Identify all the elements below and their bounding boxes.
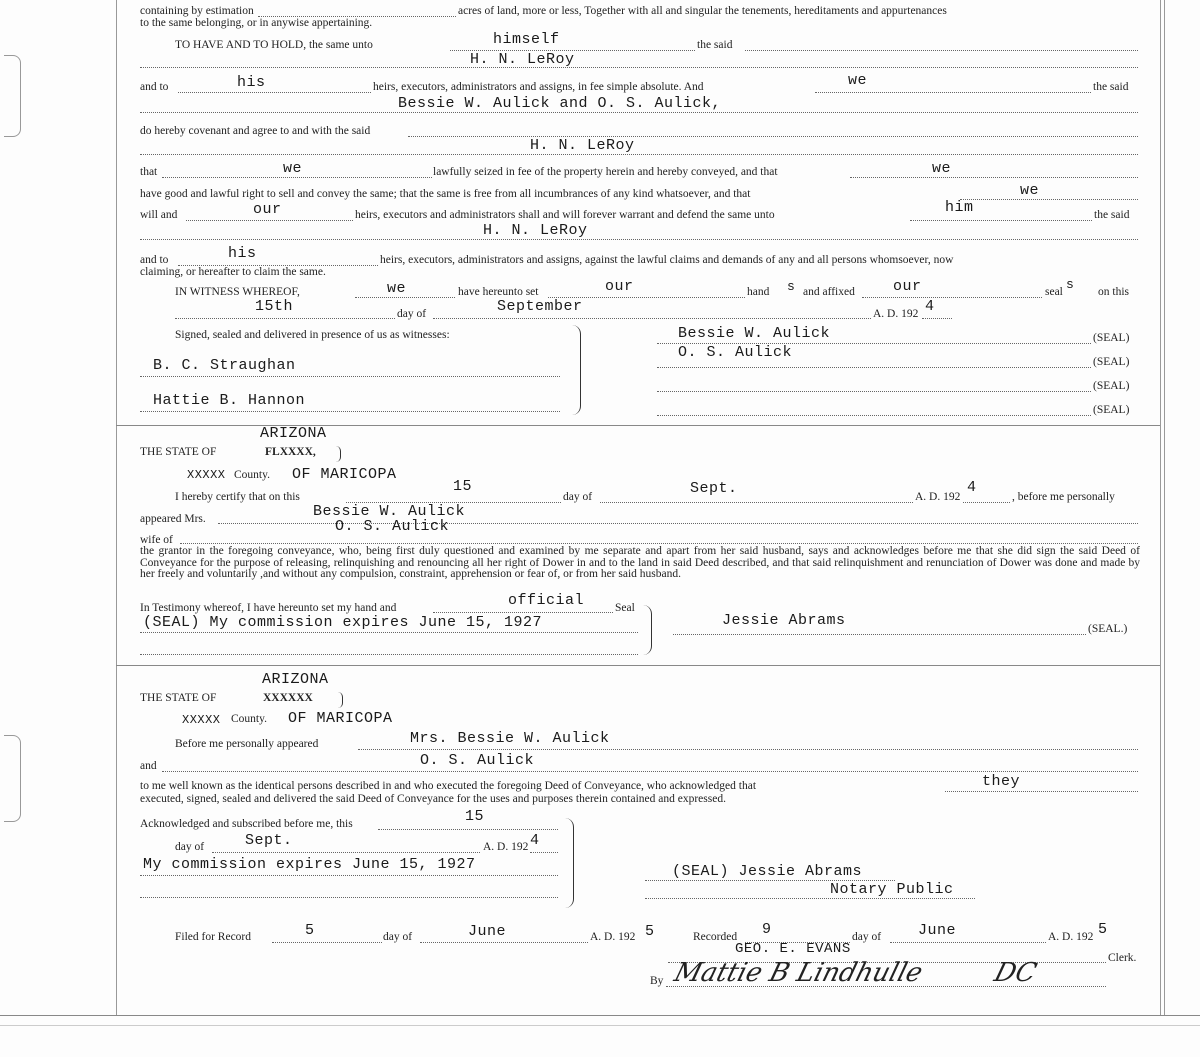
typed-s: s (1066, 277, 1075, 292)
notary-signature: Jessie Abrams (722, 612, 846, 629)
clerk-label: Clerk. (1108, 952, 1137, 964)
binder-hole (4, 55, 21, 137)
county-label: County. (234, 469, 270, 481)
dower-paragraph: the grantor in the foregoing conveyance, who, being first duly questioned and examined by me separate and apart from her said husband, says and acknowledges before me that she did sign the said Deed of Conveyance for the purpose of releasing, relinquishing and renouncing all her right of Dower in and to the land in said Deed described, and that said relinquishment and renunciation of Dower was done and made by her freely and voluntarily ,and without any compulsion, constraint, apprehension or fear of, or from her said husband. (140, 545, 1140, 580)
fill-line (140, 411, 560, 412)
typed-month: Sept. (245, 832, 293, 849)
intro-line: to the same belonging, or in anywise appertaining. (140, 17, 373, 29)
page-bottom-edge (0, 1015, 1200, 1016)
typed-year: 4 (530, 832, 540, 849)
fill-line (186, 220, 353, 221)
fill-line (963, 502, 1010, 503)
right-border (1160, 0, 1161, 1015)
typed-his: his (228, 245, 257, 262)
filed-label: Filed for Record (175, 931, 252, 943)
typed-we: we (1020, 182, 1040, 199)
certify-text: A. D. 192 (915, 491, 961, 503)
fill-line (140, 154, 1138, 155)
fill-line (140, 112, 1138, 113)
seized-text: lawfully seized in fee of the property herein and hereby conveyed, and that (433, 166, 778, 178)
struck-state: FLXXXX, (265, 446, 316, 458)
witness-name: B. C. Straughan (153, 357, 296, 374)
fill-line (850, 177, 1138, 178)
fill-line (162, 177, 432, 178)
typed-husband: O. S. Aulick (335, 518, 450, 535)
fill-line (433, 612, 613, 613)
typed-grantee: H. N. LeRoy (530, 137, 635, 154)
filed-day: 5 (305, 922, 315, 939)
fill-line (358, 749, 1138, 750)
filed-year: 5 (645, 923, 655, 940)
the-said: the said (1093, 81, 1129, 93)
signature-line (657, 391, 1091, 392)
typed-they: they (982, 773, 1021, 790)
fill-line (140, 239, 1138, 240)
witness-text: and affixed (803, 286, 855, 298)
seal-label: (SEAL) (1093, 404, 1130, 416)
clerk-name: GEO. E. EVANS (735, 941, 851, 957)
typed-unto: himself (493, 31, 560, 48)
section-divider (116, 665, 1160, 666)
bracket (572, 325, 581, 415)
certify-text: day of (563, 491, 593, 503)
fill-line (890, 942, 1046, 943)
fill-line (272, 942, 382, 943)
notary-signature: (SEAL) Jessie Abrams (672, 863, 863, 880)
fill-line (433, 318, 871, 319)
fill-line (408, 136, 1138, 137)
subscribed-text: day of (175, 841, 205, 853)
recorded-label: Recorded (693, 931, 738, 943)
typed-year: 4 (967, 479, 977, 496)
fill-line (922, 318, 952, 319)
typed-month: Sept. (690, 480, 738, 497)
page-bottom-edge (0, 1025, 1200, 1026)
recorded-month: June (918, 922, 957, 939)
wife-of-label: wife of (140, 534, 173, 546)
state-label: THE STATE OF (140, 446, 217, 458)
typed-month: September (497, 298, 583, 315)
record-text: day of (383, 931, 413, 943)
typed-name: Mrs. Bessie W. Aulick (410, 730, 610, 747)
witness-text: A. D. 192 (873, 308, 919, 320)
fill-line (862, 297, 1042, 298)
typed-our: our (253, 201, 282, 218)
bracket (338, 692, 343, 708)
witness-label: IN WITNESS WHEREOF, (175, 286, 300, 298)
signature-line (657, 367, 1091, 368)
typed-name: O. S. Aulick (420, 752, 535, 769)
and-to: and to (140, 254, 169, 266)
struck-county: XXXXX (182, 713, 221, 727)
typed-s: s (787, 279, 796, 294)
struck-state: XXXXXX (263, 692, 313, 704)
typed-grantee: H. N. LeRoy (483, 222, 588, 239)
deputy-signature: Mattie B Lindhulle (670, 958, 926, 988)
typed-county: OF MARICOPA (292, 466, 397, 483)
seal-label: (SEAL) (1093, 356, 1130, 368)
subscribed-text: A. D. 192 (483, 841, 529, 853)
typed-we: we (932, 160, 952, 177)
fill-line (420, 942, 588, 943)
the-said: the said (697, 39, 733, 51)
bracket (565, 818, 574, 908)
county-label: County. (231, 713, 267, 725)
signer-name: Bessie W. Aulick (678, 325, 831, 342)
witness-text: day of (397, 308, 427, 320)
typed-him: him (945, 199, 974, 216)
typed-grantors: Bessie W. Aulick and O. S. Aulick, (398, 95, 722, 112)
typed-day: 15th (255, 298, 294, 315)
typed-commission: (SEAL) My commission expires June 15, 1927 (143, 614, 543, 631)
fill-line (140, 897, 558, 898)
fill-line (212, 852, 480, 853)
seal-label: (SEAL) (1093, 332, 1130, 344)
typed-name: Bessie W. Aulick (313, 503, 466, 520)
before-text: Before me personally appeared (175, 738, 319, 750)
witness-text: hand (747, 286, 770, 298)
fill-line (140, 67, 1138, 68)
known-text: to me well known as the identical persons described in and who executed the foregoing Deed of Conveyance, who acknowledged that (140, 780, 757, 792)
warrant-text: heirs, executors and administrators shall and will forever warrant and defend the same unto (355, 209, 775, 221)
right-border (1164, 0, 1165, 1015)
signature-line (645, 898, 975, 899)
typed-county: OF MARICOPA (288, 710, 393, 727)
heirs-text: heirs, executors, administrators and assigns, against the lawful claims and demands of any and all persons whomsoever, now (380, 254, 954, 266)
signature-line (657, 415, 1091, 416)
fill-line (378, 829, 558, 830)
fill-line (140, 875, 558, 876)
signature-line (673, 634, 1086, 635)
filed-month: June (468, 923, 507, 940)
typed-state: ARIZONA (260, 425, 327, 442)
fill-line (140, 376, 560, 377)
signer-name: O. S. Aulick (678, 344, 793, 361)
record-text: A. D. 192 (1048, 931, 1094, 943)
typed-we: we (387, 280, 407, 297)
typed-official: official (508, 592, 585, 609)
typed-we: we (848, 72, 868, 89)
typed-state: ARIZONA (262, 671, 329, 688)
testimony-text: In Testimony whereof, I have hereunto set my hand and (140, 602, 397, 614)
and-to: and to (140, 81, 169, 93)
typed-his: his (237, 74, 266, 91)
struck-county: XXXXX (187, 468, 226, 482)
intro-line: acres of land, more or less, Together with all and singular the tenements, hereditaments and appurtenances (458, 5, 947, 17)
certify-text: , before me personally (1012, 491, 1115, 503)
the-said: the said (1094, 209, 1130, 221)
typed-our: our (605, 278, 634, 295)
heirs-text: claiming, or hereafter to claim the same. (140, 266, 326, 278)
binder-hole (4, 735, 21, 822)
certify-text: I hereby certify that on this (175, 491, 300, 503)
recorded-year: 5 (1098, 921, 1108, 938)
fill-line (162, 771, 1138, 772)
fill-line (140, 632, 638, 633)
appeared-label: appeared Mrs. (140, 513, 206, 525)
signing-label: Signed, sealed and delivered in presence of us as witnesses: (175, 329, 450, 341)
right-text: have good and lawful right to sell and convey the same; that the same is free from all incumbrances of any kind whatsoever, and that (140, 188, 751, 200)
fill-line (945, 791, 1138, 792)
fill-line (815, 92, 1091, 93)
typed-commission: My commission expires June 15, 1927 (143, 856, 476, 873)
typed-day: 15 (465, 808, 485, 825)
typed-year: 4 (925, 298, 935, 315)
seal-label: (SEAL) (1093, 380, 1130, 392)
by-label: By (650, 975, 664, 987)
fill-line (178, 92, 371, 93)
witness-text: seal (1045, 286, 1063, 298)
deputy-title: DC (990, 958, 1040, 988)
witness-text: on this (1098, 286, 1129, 298)
signature-line (657, 343, 1091, 344)
state-label: THE STATE OF (140, 692, 217, 704)
covenant-text: do hereby covenant and agree to and with the said (140, 125, 371, 137)
fill-line (960, 199, 1138, 200)
fill-line (355, 297, 455, 298)
heirs-text: heirs, executors, administrators and assigns, in fee simple absolute. And (373, 81, 704, 93)
fill-line (745, 50, 1138, 51)
notary-title: Notary Public (830, 881, 954, 898)
witness-text: have hereunto set (458, 286, 539, 298)
will-and: will and (140, 209, 178, 221)
record-text: A. D. 192 (590, 931, 636, 943)
fill-line (140, 654, 638, 655)
and-label: and (140, 760, 157, 772)
witness-name: Hattie B. Hannon (153, 392, 306, 409)
that: that (140, 166, 158, 178)
record-text: day of (852, 931, 882, 943)
intro-line: containing by estimation (140, 5, 254, 17)
fill-line (600, 502, 913, 503)
typed-our: our (893, 278, 922, 295)
bracket (643, 605, 652, 655)
recorded-day: 9 (762, 921, 772, 938)
seal-label: (SEAL.) (1088, 623, 1128, 635)
fill-line (910, 220, 1092, 221)
fill-line (180, 543, 1138, 544)
executed-text: executed, signed, sealed and delivered the said Deed of Conveyance for the uses and purposes therein contained and expressed. (140, 793, 726, 805)
fill-line (175, 318, 395, 319)
subscribed-text: Acknowledged and subscribed before me, this (140, 818, 353, 830)
left-border (116, 0, 117, 1015)
typed-day: 15 (453, 478, 473, 495)
typed-grantee: H. N. LeRoy (470, 51, 575, 68)
fill-line (530, 852, 558, 853)
bracket (336, 446, 341, 462)
testimony-text: Seal (615, 602, 635, 614)
typed-we: we (283, 160, 303, 177)
habendum-label: TO HAVE AND TO HOLD, the same unto (175, 39, 373, 51)
